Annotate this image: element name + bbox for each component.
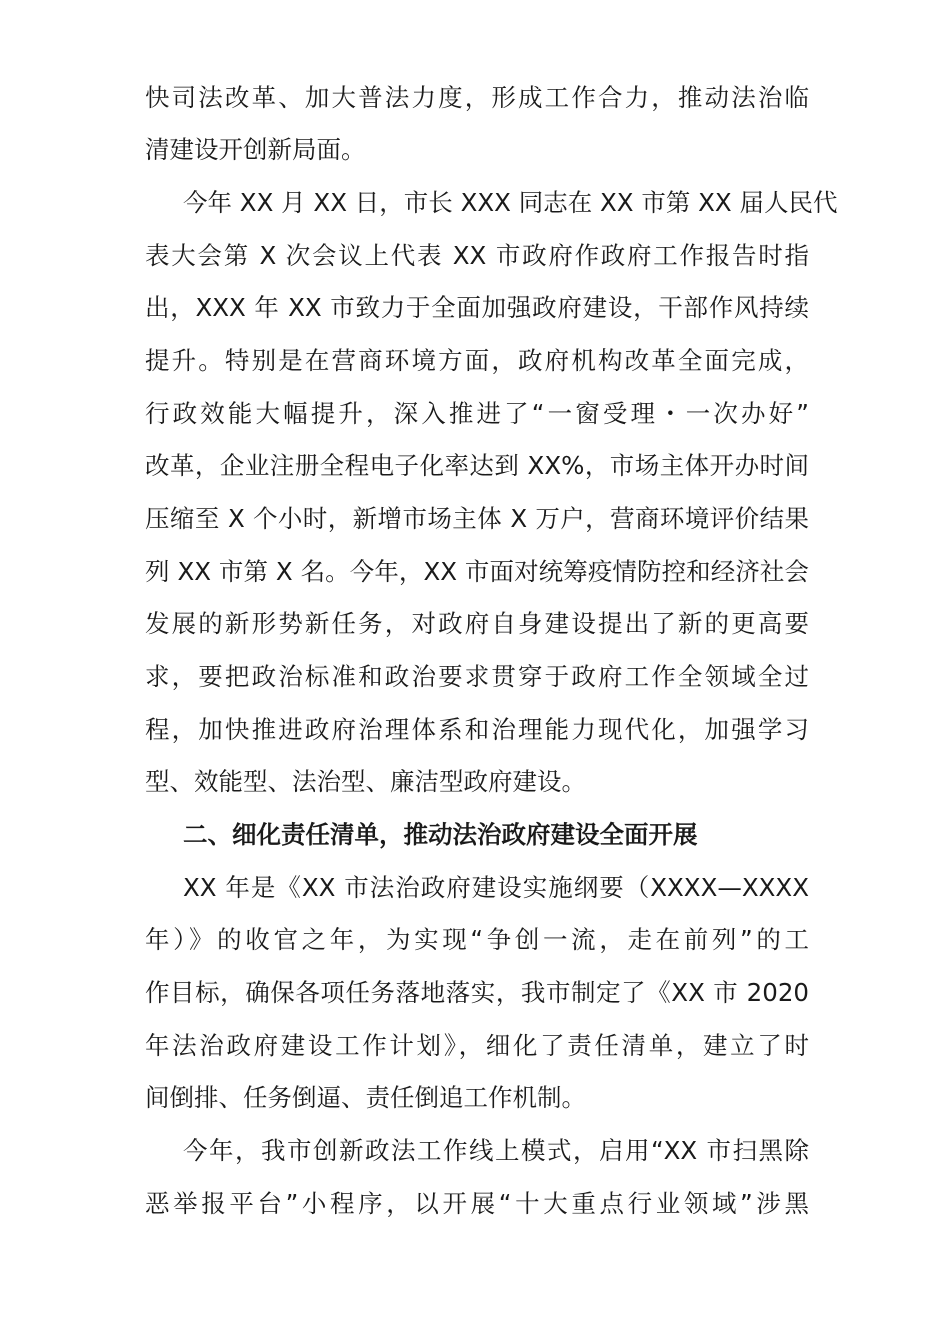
body-text-line: 快司法改革、加大普法力度，形成工作合力，推动法治临 bbox=[145, 83, 809, 112]
paragraph-first-line: 今年 XX 月 XX 日，市长 XXX 同志在 XX 市第 XX 届人民代 bbox=[183, 188, 838, 217]
body-text-line: 提升。特别是在营商环境方面，政府机构改革全面完成， bbox=[145, 346, 809, 375]
body-text-line: 年）》的收官之年，为实现“争创一流，走在前列”的工 bbox=[145, 925, 809, 954]
paragraph-first-line: XX 年是《XX 市法治政府建设实施纲要（XXXX—XXXX bbox=[183, 873, 809, 902]
section-heading: 二、细化责任清单，推动法治政府建设全面开展 bbox=[183, 820, 698, 849]
body-text-line: 压缩至 X 个小时，新增市场主体 X 万户，营商环境评价结果 bbox=[145, 504, 809, 533]
paragraph-first-line: 今年，我市创新政法工作线上模式，启用“XX 市扫黑除 bbox=[183, 1136, 809, 1165]
body-text-line: 行政效能大幅提升，深入推进了“一窗受理・一次办好” bbox=[145, 399, 809, 428]
body-text-line: 清建设开创新局面。 bbox=[145, 135, 366, 164]
body-text-line: 发展的新形势新任务，对政府自身建设提出了新的更高要 bbox=[145, 609, 809, 638]
body-text-line: 出，XXX 年 XX 市致力于全面加强政府建设，干部作风持续 bbox=[145, 293, 809, 322]
body-text-line: 恶举报平台”小程序，以开展“十大重点行业领域”涉黑 bbox=[145, 1189, 809, 1218]
body-text-line: 程，加快推进政府治理体系和治理能力现代化，加强学习 bbox=[145, 715, 809, 744]
body-text-line: 求，要把政治标准和政治要求贯穿于政府工作全领域全过 bbox=[145, 662, 809, 691]
body-text-line: 型、效能型、法治型、廉洁型政府建设。 bbox=[145, 767, 586, 796]
body-text-line: 作目标，确保各项任务落地落实，我市制定了《XX 市 2020 bbox=[145, 978, 809, 1007]
body-text-line: 改革，企业注册全程电子化率达到 XX%，市场主体开办时间 bbox=[145, 451, 809, 480]
body-text-line: 年法治政府建设工作计划》，细化了责任清单，建立了时 bbox=[145, 1031, 809, 1060]
body-text-line: 表大会第 X 次会议上代表 XX 市政府作政府工作报告时指 bbox=[145, 241, 809, 270]
body-text-line: 间倒排、任务倒逼、责任倒追工作机制。 bbox=[145, 1083, 586, 1112]
body-text-line: 列 XX 市第 X 名。今年，XX 市面对统筹疫情防控和经济社会 bbox=[145, 557, 809, 586]
